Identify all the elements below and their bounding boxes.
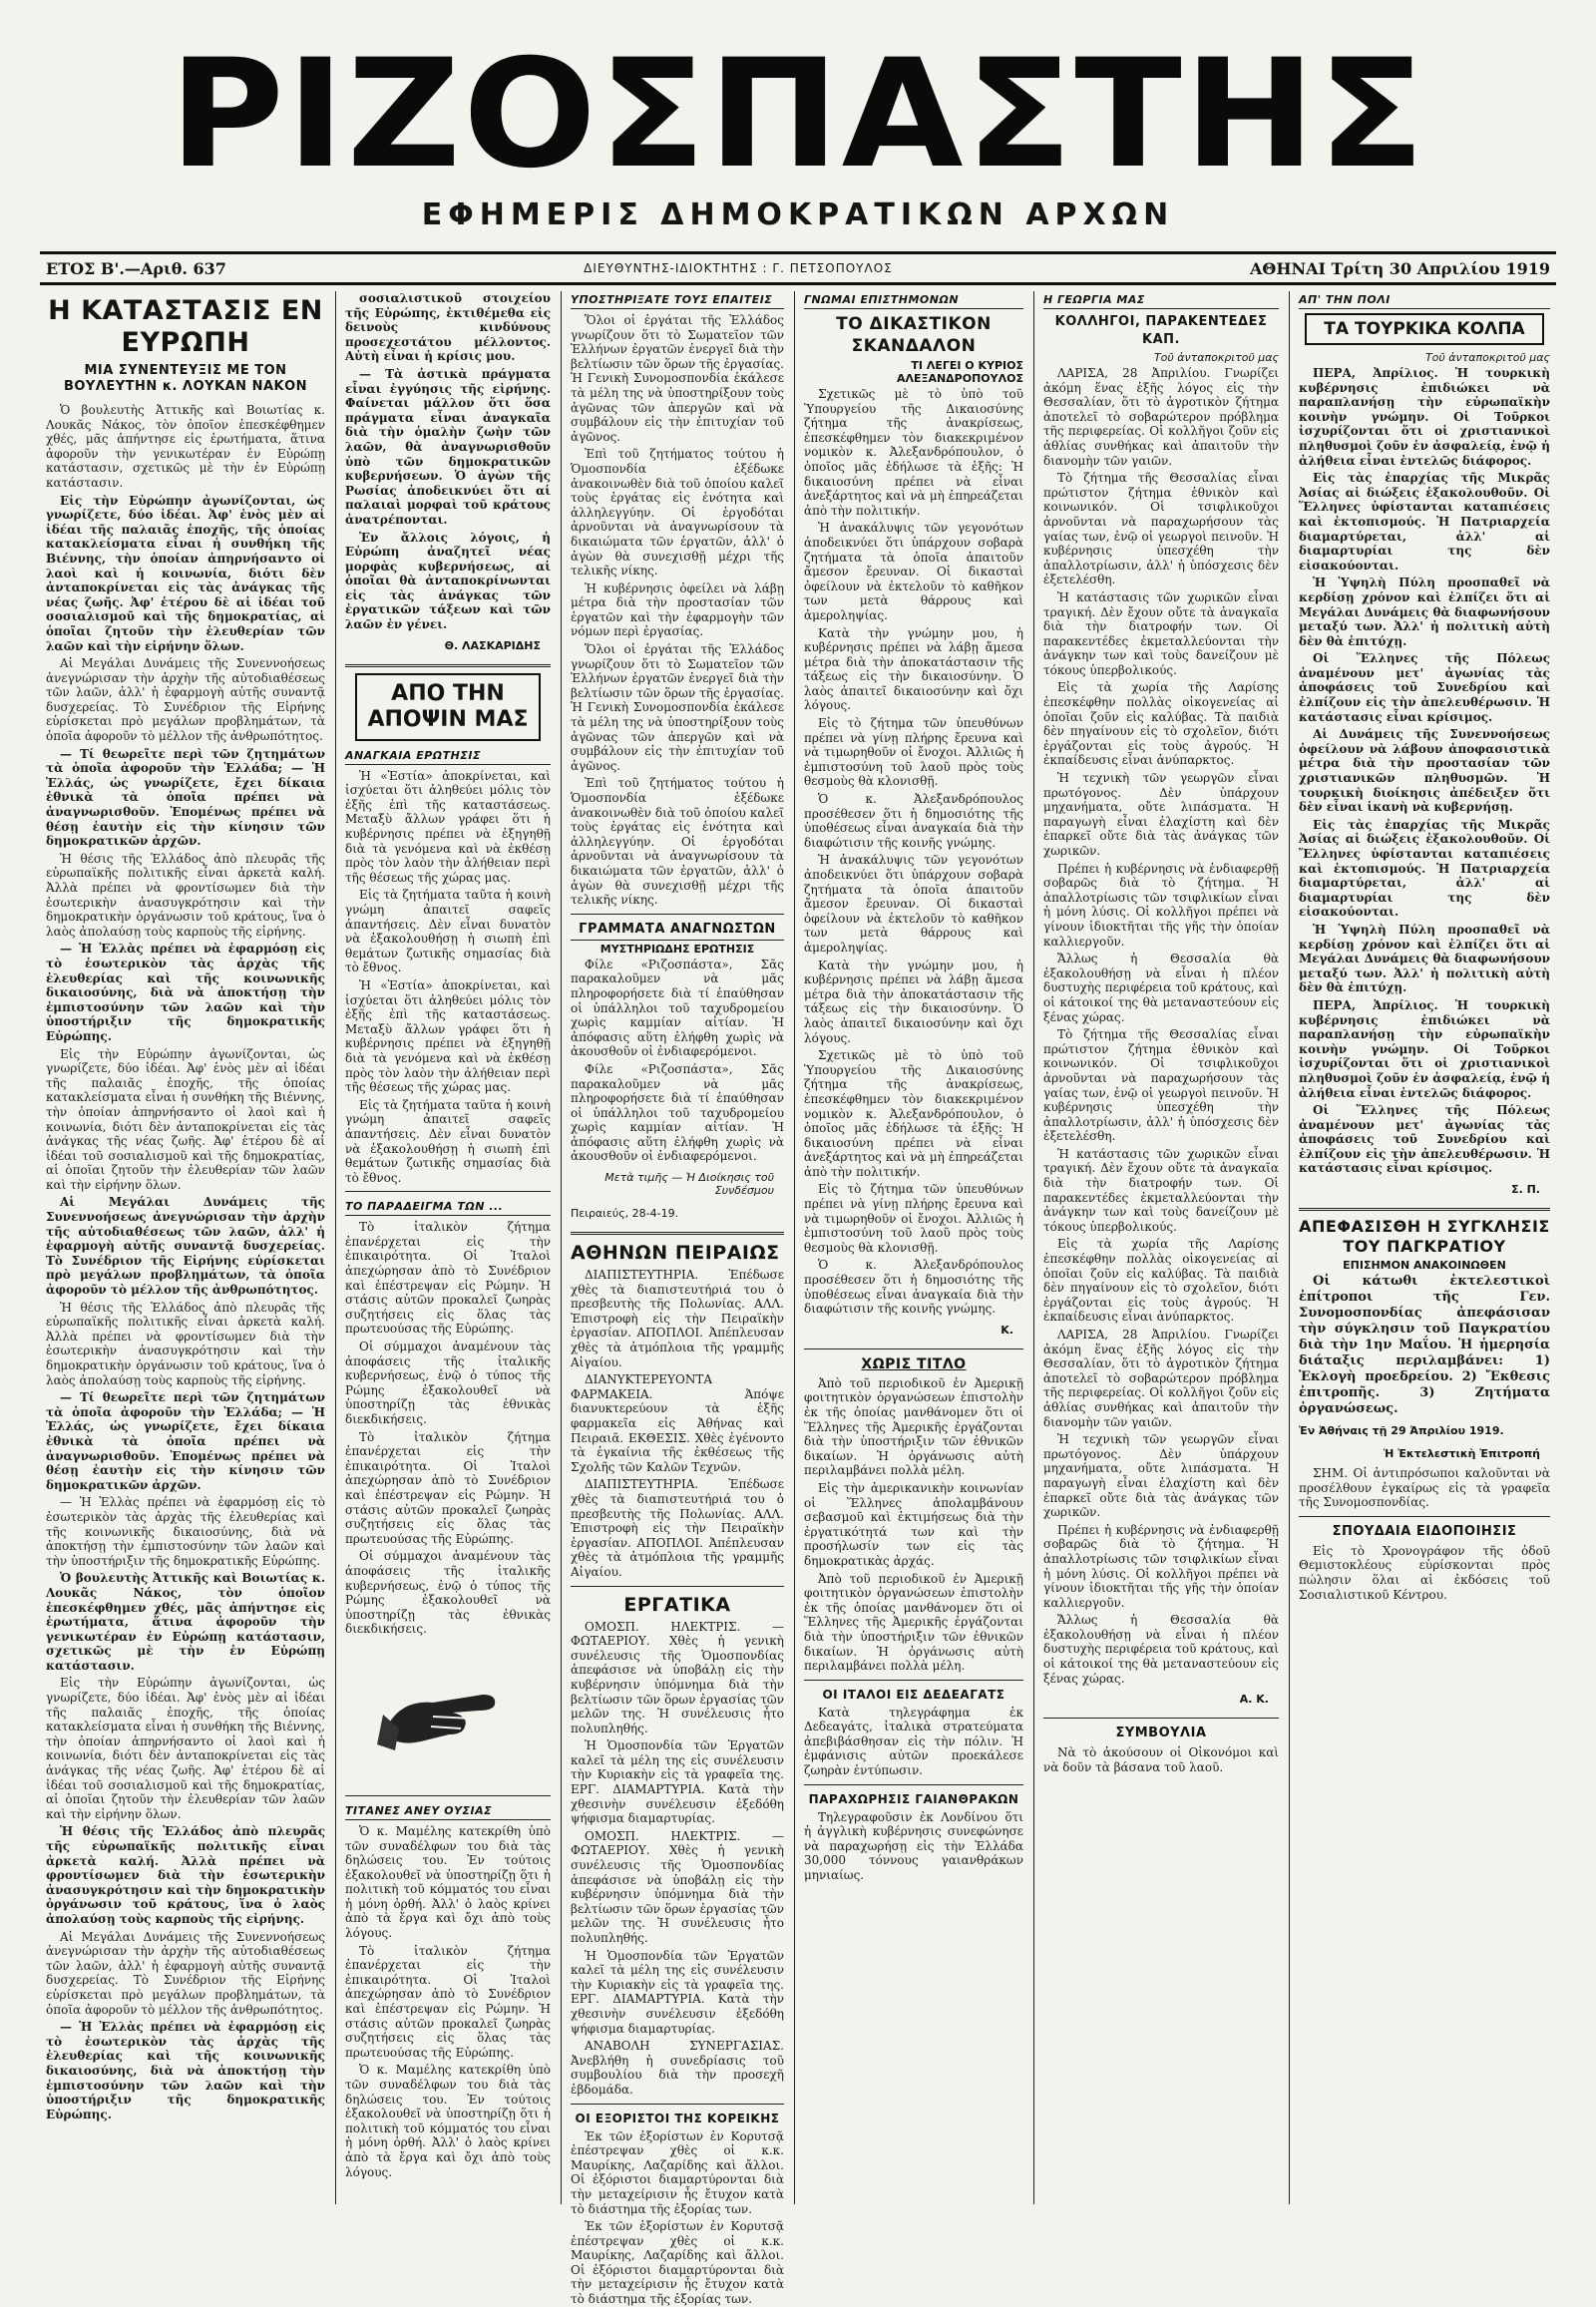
paragraph: Ἐπὶ τοῦ ζητήματος τούτου ἡ Ὁμοσπονδία ἐξέδωκε ἀνακοινωθὲν διὰ τοῦ ὁποίου καλεῖ τοὺς ἐργάτας εἰς ἑνότητα καὶ ἀλληλεγγύην. Οἱ ἐργοδόται ἀρνοῦνται νὰ ἀναγνωρίσουν τὰ δικαιώματα τῶν ἐργατῶν, ἀλλ' ὁ ἀγὼν θὰ συνεχισθῇ μέχρι τῆς τελικῆς νίκης. [571,776,784,908]
section-rule [345,664,551,667]
paragraph: Πρέπει ἡ κυβέρνησις νὰ ἐνδιαφερθῇ σοβαρῶς διὰ τὸ ζήτημα. Ἡ ἀπαλλοτρίωσις τῶν τσιφλικίων εἶναι ἡ μόνη λύσις. Οἱ κολλῆγοι πρέπει νὰ γίνουν ἰδιοκτῆται τῆς γῆς τὴν ὁποίαν καλλιεργοῦν. [1043,1522,1279,1610]
section-kicker: ΥΠΟΣΤΗΡΙΞΑΤΕ ΤΟΥΣ ΕΠΑΙΤΕΙΣ [571,291,784,309]
paragraph: Οἱ Ἕλληνες τῆς Πόλεως ἀναμένουν μετ' ἀγωνίας τὰς ἀποφάσεις τοῦ Συνεδρίου καὶ ἐλπίζουν εἰς τὴν ἀπελευθέρωσιν. Ἡ κατάστασις εἶναι κρίσιμος. [1299,651,1550,724]
opinion-body [345,769,551,1186]
untitled-section-title: ΧΩΡΙΣ ΤΙΤΛΟ [861,1355,967,1372]
paragraph: Τὸ ἰταλικὸν ζήτημα ἐπανέρχεται εἰς τὴν ἐπικαιρότητα. Οἱ Ἰταλοὶ ἀπεχώρησαν ἀπὸ τὸ Συνέδριον καὶ ἐπέστρεψαν εἰς Ρώμην. Ἡ στάσις αὐτῶν προκαλεῖ ζωηρὰς συζητήσεις εἰς ὅλας τὰς πρωτευούσας τῆς Εὐρώπης. [345,1943,551,2060]
pointing-hand-icon [373,1655,523,1774]
paragraph: Τὸ ζήτημα τῆς Θεσσαλίας εἶναι πρώτιστον ζήτημα ἐθνικὸν καὶ κοινωνικόν. Οἱ τσιφλικοῦχοι ἀρνοῦνται νὰ παραχωρήσουν τὰς γαίας των, ἐνῷ οἱ γεωργοὶ πεινοῦν. Ἡ κυβέρνησις ὑπεσχέθη τὴν ἀπαλλοτρίωσιν, ἀλλ' ἡ ὑπόσχεσις δὲν ἐξετελέσθη. [1043,471,1279,587]
italians-body [804,1706,1023,1778]
paragraph: Φίλε «Ριζοσπάστα», Σᾶς παρακαλοῦμεν νὰ μᾶς πληροφορήσετε διὰ τί ἐπαύθησαν οἱ ὑπάλληλοι τοῦ ταχυδρομείου χωρὶς καμμίαν αἰτίαν. Ἡ ἀπόφασις αὕτη ἐλήφθη χωρὶς νὰ ἀκουσθοῦν οἱ ἐνδιαφερόμενοι. [571,957,784,1059]
paragraph: Ἄλλως ἡ Θεσσαλία θὰ ἐξακολουθήσῃ νὰ εἶναι ἡ πλέον δυστυχὴς περιφέρεια τοῦ κράτους, καὶ οἱ κάτοικοί της θὰ μεταναστεύουν εἰς ξένας χώρας. [1043,952,1279,1024]
letter-signature: Μετὰ τιμῆς — Ἡ Διοίκησις τοῦ Συνδέσμου [604,1171,774,1198]
paragraph: Εἰς τὰ χωρία τῆς Λαρίσης ἐπεσκέφθην πολλὰς οἰκογενείας αἱ ὁποῖαι ζοῦν εἰς καλύβας. Τὰ παιδιὰ δὲν πηγαίνουν εἰς τὸ σχολεῖον, διότι ἐργάζονται εἰς τοὺς ἀγρούς. Ἡ ἐκπαίδευσις εἶναι ἀνύπαρκτος. [1043,1237,1279,1325]
paragraph: Κατὰ τὴν γνώμην μου, ἡ κυβέρνησις πρέπει νὰ λάβῃ ἄμεσα μέτρα διὰ τὴν ἀποκατάστασιν τῆς τάξεως εἰς τὴν δικαιοσύνην. Ὁ λαὸς ἀπαιτεῖ δικαιοσύνην καὶ ὄχι λόγους. [804,958,1023,1045]
agriculture-body [1043,366,1279,1686]
lead-subheadline: ΜΙΑ ΣΥΝΕΝΤΕΥΞΙΣ ΜΕ ΤΟΝ ΒΟΥΛΕΥΤΗΝ κ. ΛΟΥΚΑΝ ΝΑΚΟΝ [63,363,308,394]
column-divider [335,291,336,2204]
paragraph: Ὅλοι οἱ ἐργάται τῆς Ἑλλάδος γνωρίζουν ὅτι τὸ Σωματεῖον τῶν Ἑλλήνων ἐργατῶν ἐνεργεῖ διὰ τὴν βελτίωσιν τῶν ὅρων τῆς ἐργασίας. Ἡ Γενικὴ Συνομοσπονδία ἐκάλεσε τὰ μέλη της νὰ ὑποστηρίξουν τοὺς ἀγῶνας τῶν ἀπεργῶν καὶ νὰ συμβάλουν εἰς τὴν ἐπιτυχίαν τοῦ ἀγῶνος. [571,642,784,773]
paragraph: Ὁ κ. Ἀλεξανδρόπουλος προσέθεσεν ὅτι ἡ δημοσιότης τῆς ὑποθέσεως εἶναι ἀναγκαία διὰ τὴν διαφώτισιν τῆς κοινῆς γνώμης. [804,1258,1023,1317]
paragraph: Τὸ ἰταλικὸν ζήτημα ἐπανέρχεται εἰς τὴν ἐπικαιρότητα. Οἱ Ἰταλοὶ ἀπεχώρησαν ἀπὸ τὸ Συνέδριον καὶ ἐπέστρεψαν εἰς Ρώμην. Ἡ στάσις αὐτῶν προκαλεῖ ζωηρὰς συζητήσεις εἰς ὅλας τὰς πρωτευούσας τῆς Εὐρώπης. [345,1220,551,1337]
paragraph: ΟΜΟΣΠ. ΗΛΕΚΤΡΙΣ. — ΦΩΤΑΕΡΙΟΥ. Χθὲς ἡ γενικὴ συνέλευσις τῆς Ὁμοσπονδίας ἀπεφάσισε νὰ ὑποβάλῃ εἰς τὴν κυβέρνησιν ὑπόμνημα διὰ τὴν βελτίωσιν τῶν ὅρων ἐργασίας τῶν μελῶν της. Ἡ συνέλευσις ἦτο πολυπληθής. [571,1828,784,1945]
director-line: ΔΙΕΥΘΥΝΤΗΣ-ΙΔΙΟΚΤΗΤΗΣ : Γ. ΠΕΤΣΟΠΟΥΛΟΣ [584,261,893,275]
paragraph: σοσιαλιστικοῦ στοιχείου τῆς Εὐρώπης, ἐκτιθέμεθα εἰς δεινοὺς κινδύνους προσεχεστάτου μέλλοντος. Αὐτὴ εἶναι ἡ κρίσις μου. [345,291,551,364]
paragraph: ΛΑΡΙΣΑ, 28 Ἀπριλίου. Γνωρίζει ἀκόμη ἕνας ἑξῆς λόγος εἰς τὴν Θεσσαλίαν, ὅτι τὸ ἀγροτικὸν ζήτημα ἀποτελεῖ τὸ σοβαρώτερον πρόβλημα τῆς περιφερείας. Οἱ κολλῆγοι ζοῦν εἰς ἀθλίας συνθήκας καὶ ἀπαιτοῦν τὴν διανομὴν τῶν γαιῶν. [1043,1328,1279,1429]
paragraph: Ἡ Ὁμοσπονδία τῶν Ἐργατῶν καλεῖ τὰ μέλη της εἰς συνέλευσιν τὴν Κυριακὴν εἰς τὰ γραφεῖα της. ΕΡΓ. ΔΙΑΜΑΡΤΥΡΙΑ. Κατὰ τὴν χθεσινὴν συνέλευσιν ἐξεδόθη ψήφισμα διαμαρτυρίας. [571,1738,784,1826]
paragraph: Εἰς τὴν Εὐρώπην ἀγωνίζονται, ὡς γνωρίζετε, δύο ἰδέαι. Ἀφ' ἑνὸς μὲν αἱ ἰδέαι τῆς παλαιᾶς ἐποχῆς, τῆς ὁποίας κατακλείσματα εἶναι ἡ συνθήκη τῆς Βιέννης, τὴν ὁποίαν ἀπηρνήσαντο οἱ λαοὶ καὶ ἡ κοινωνία, διότι δὲν ἀνταποκρίνεται εἰς τὰς ἀνάγκας τῆς νέας ζωῆς. Ἀφ' ἑτέρου δὲ αἱ ἰδέαι τοῦ σοσιαλισμοῦ καὶ τῆς δημοκρατίας, αἱ ὁποῖαι ζητοῦν τὴν ἐλευθερίαν τῶν λαῶν καὶ τὴν εἰρήνην ὅλων. [46,493,325,653]
newspaper-subtitle: ΕΦΗΜΕΡΙΣ ΔΗΜΟΚΡΑΤΙΚΩΝ ΑΡΧΩΝ [421,197,1175,232]
congress-body [1299,1274,1550,1417]
section-rule [571,2104,784,2105]
section-kicker: ΤΙΤΑΝΕΣ ΑΝΕΥ ΟΥΣΙΑΣ [345,1802,551,1820]
column-4 [798,291,1029,2204]
paragraph: Αἱ Μεγάλαι Δυνάμεις τῆς Συνεννοήσεως ἀνεγνώρισαν τὴν ἀρχὴν τῆς αὐτοδιαθέσεως τῶν λαῶν, ἀλλ' ἡ ἐφαρμογὴ αὐτῆς συναντᾷ δυσχερείας. Τὸ Συνέδριον τῆς Εἰρήνης εὑρίσκεται πρὸ μεγάλων προβλημάτων, τὰ ὁποῖα ἀφοροῦν τὸ μέλλον τῆς ἀνθρωπότητος. [46,656,325,744]
paragraph: Τὸ ἰταλικὸν ζήτημα ἐπανέρχεται εἰς τὴν ἐπικαιρότητα. Οἱ Ἰταλοὶ ἀπεχώρησαν ἀπὸ τὸ Συνέδριον καὶ ἐπέστρεψαν εἰς Ρώμην. Ἡ στάσις αὐτῶν προκαλεῖ ζωηρὰς συζητήσεις εἰς ὅλας τὰς πρωτευούσας τῆς Εὐρώπης. [345,1429,551,1546]
paragraph: Ὁ κ. Μαμέλης κατεκρίθη ὑπὸ τῶν συναδέλφων του διὰ τὰς δηλώσεις του. Ἐν τούτοις ἐξακολουθεῖ νὰ ὑποστηρίζῃ ὅτι ἡ πολιτικὴ τοῦ κόμματός του εἶναι ἡ μόνη ὀρθή. Ἀλλ' ὁ λαὸς κρίνει ἀπὸ τὰ ἔργα καὶ ὄχι ἀπὸ τοὺς λόγους. [345,2063,551,2179]
column-divider [561,291,562,2204]
agriculture-byline: Τοῦ ἀνταποκριτοῦ μας [1153,351,1279,364]
agriculture-title: ΚΟΛΛΗΓΟΙ, ΠΑΡΑΚΕΝΤΕΔΕΣ ΚΑΠ. [1054,314,1268,347]
newspaper-title: ΡΙΖΟΣΠΑΣΤΗΣ [169,28,1427,201]
paragraph: Ἡ «Ἑστία» ἀποκρίνεται, καὶ ἰσχύεται ὅτι ἀληθεύει μόλις τὸν ἐξῆς ἐπὶ τῆς καταστάσεως. Μεταξὺ ἄλλων γράφει ὅτι ἡ κυβέρνησις πρέπει νὰ ἐξηγηθῇ διὰ τὰ γενόμενα καὶ νὰ ἐκθέσῃ πρὸς τὸν λαὸν τὴν ἀλήθειαν περὶ τῆς θέσεως τῆς χώρας μας. [345,977,551,1095]
paragraph: ΠΕΡΑ, Ἀπρίλιος. Ἡ τουρκικὴ κυβέρνησις ἐπιδιώκει νὰ παραπλανήσῃ τὴν εὐρωπαϊκὴν κοινὴν γνώμην. Οἱ Τοῦρκοι ἰσχυρίζονται ὅτι οἱ χριστιανικοὶ πληθυσμοὶ ζοῦν ἐν ἀσφαλείᾳ, ἐνῷ ἡ ἀλήθεια εἶναι ἐντελῶς διάφορος. [1299,997,1550,1100]
paragraph: Ὁ κ. Μαμέλης κατεκρίθη ὑπὸ τῶν συναδέλφων του διὰ τὰς δηλώσεις του. Ἐν τούτοις ἐξακολουθεῖ νὰ ὑποστηρίζῃ ὅτι ἡ πολιτικὴ τοῦ κόμματός του εἶναι ἡ μόνη ὀρθή. Ἀλλ' ὁ λαὸς κρίνει ἀπὸ τὰ ἔργα καὶ ὄχι ἀπὸ τοὺς λόγους. [345,1823,551,1941]
paragraph: Αἱ Δυνάμεις τῆς Συνεννοήσεως ὀφείλουν νὰ λάβουν ἀποφασιστικὰ μέτρα διὰ τὴν προστασίαν τῶν χριστιανικῶν πληθυσμῶν. Ἡ τουρκικὴ διοίκησις ἀπέδειξεν ὅτι δὲν εἶναι ἱκανὴ νὰ κυβερνήσῃ. [1299,727,1550,815]
paragraph: Εἰς τὴν ἀμερικανικὴν κοινωνίαν οἱ Ἕλληνες ἀπολαμβάνουν σεβασμοῦ καὶ ἐκτιμήσεως διὰ τὴν ἐργατικότητά των καὶ τὴν προσήλωσίν των εἰς τὰς δημοκρατικὰς ἀρχάς. [804,1480,1023,1568]
paragraph: ΠΕΡΑ, Ἀπρίλιος. Ἡ τουρκικὴ κυβέρνησις ἐπιδιώκει νὰ παραπλανήσῃ τὴν εὐρωπαϊκὴν κοινὴν γνώμην. Οἱ Τοῦρκοι ἰσχυρίζονται ὅτι οἱ χριστιανικοὶ πληθυσμοὶ ζοῦν ἐν ἀσφαλείᾳ, ἐνῷ ἡ ἀλήθεια εἶναι ἐντελῶς διάφορος. [1299,366,1550,468]
paragraph: Εἰς τὸ ζήτημα τῶν ὑπευθύνων πρέπει νὰ γίνῃ πλήρης ἔρευνα καὶ νὰ τιμωρηθοῦν οἱ ἔνοχοι. Ἀλλιῶς ἡ ἐμπιστοσύνη τοῦ λαοῦ πρὸς τοὺς θεσμοὺς θὰ κλονισθῇ. [804,1182,1023,1255]
column-6 [1293,291,1556,2204]
paragraph: ΔΙΑΠΙΣΤΕΥΤΗΡΙΑ. Ἐπέδωσε χθὲς τὰ διαπιστευτήριά του ὁ πρεσβευτὴς τῆς Πολωνίας. ΑΛΛ. Ἐπιστροφὴ εἰς τὴν Πειραϊκὴν ἐργασίαν. ΑΠΟΠΛΟΙ. Ἀπέπλευσαν χθὲς τὰ ἀτμόπλοια τῆς γραμμῆς Αἰγαίου. [571,1477,784,1579]
paragraph: Σχετικῶς μὲ τὸ ὑπὸ τοῦ Ὑπουργείου τῆς Δικαιοσύνης ζήτημα τῆς ἀνακρίσεως, ἐπεσκέφθημεν τὸν διακεκριμένον νομικὸν κ. Ἀλεξανδρόπουλον, ὁ ὁποῖος μᾶς ἐδήλωσε τὰ ἑξῆς: Ἡ δικαιοσύνη πρέπει νὰ εἶναι ἀνεξάρτητος καὶ νὰ μὴ ἐπηρεάζεται ἀπὸ τὴν πολιτικήν. [804,1048,1023,1179]
advice-body [1043,1745,1279,1774]
hand-illustration [345,1640,551,1789]
paragraph: — Τί θεωρεῖτε περὶ τῶν ζητημάτων τὰ ὁποῖα ἀφοροῦν τὴν Ἑλλάδα; — Ἡ Ἑλλάς, ὡς γνωρίζετε, ἔχει δίκαια ἐθνικὰ τὰ ὁποῖα πρέπει νὰ ἀναγνωρισθοῦν. Ἐπομένως πρέπει νὰ θέσῃ ἑαυτὴν εἰς τὴν κίνησιν τῶν δημοκρατικῶν ἀρχῶν. [46,1390,325,1492]
paragraph: Εἰς τὰ ζητήματα ταῦτα ἡ κοινὴ γνώμη ἀπαιτεῖ σαφεῖς ἀπαντήσεις. Δὲν εἶναι δυνατὸν νὰ ἐξακολουθήσῃ ἡ σιωπὴ ἐπὶ θεμάτων ζωτικῆς σημασίας διὰ τὸ ἔθνος. [345,888,551,975]
column-divider [1289,291,1290,2204]
paragraph: ΛΑΡΙΣΑ, 28 Ἀπριλίου. Γνωρίζει ἀκόμη ἕνας ἑξῆς λόγος εἰς τὴν Θεσσαλίαν, ὅτι τὸ ἀγροτικὸν ζήτημα ἀποτελεῖ τὸ σοβαρώτερον πρόβλημα τῆς περιφερείας. Οἱ κολλῆγοι ζοῦν εἰς ἀθλίας συνθήκας καὶ ἀπαιτοῦν τὴν διανομὴν τῶν γαιῶν. [1043,366,1279,468]
column-1 [40,291,331,2204]
paragraph: Εἰς τὴν Εὐρώπην ἀγωνίζονται, ὡς γνωρίζετε, δύο ἰδέαι. Ἀφ' ἑνὸς μὲν αἱ ἰδέαι τῆς παλαιᾶς ἐποχῆς, τῆς ὁποίας κατακλείσματα εἶναι ἡ συνθήκη τῆς Βιέννης, τὴν ὁποίαν ἀπηρνήσαντο οἱ λαοὶ καὶ ἡ κοινωνία, διότι δὲν ἀνταποκρίνεται εἰς τὰς ἀνάγκας τῆς νέας ζωῆς. Ἀφ' ἑτέρου δὲ αἱ ἰδέαι τοῦ σοσιαλισμοῦ καὶ τῆς δημοκρατίας, αἱ ὁποῖαι ζητοῦν τὴν ἐλευθερίαν τῶν λαῶν καὶ τὴν εἰρήνην ὅλων. [46,1046,325,1192]
article-signature: Κ. [1000,1323,1013,1337]
italy-example-body [345,1220,551,1637]
exiles-body [571,2129,784,2307]
paragraph: Εἰς τὴν Εὐρώπην ἀγωνίζονται, ὡς γνωρίζετε, δύο ἰδέαι. Ἀφ' ἑνὸς μὲν αἱ ἰδέαι τῆς παλαιᾶς ἐποχῆς, τῆς ὁποίας κατακλείσματα εἶναι ἡ συνθήκη τῆς Βιέννης, τὴν ὁποίαν ἀπηρνήσαντο οἱ λαοὶ καὶ ἡ κοινωνία, διότι δὲν ἀνταποκρίνεται εἰς τὰς ἀνάγκας τῆς νέας ζωῆς. Ἀφ' ἑτέρου δὲ αἱ ἰδέαι τοῦ σοσιαλισμοῦ καὶ τῆς δημοκρατίας, αἱ ὁποῖαι ζητοῦν τὴν ἐλευθερίαν τῶν λαῶν καὶ τὴν εἰρήνην ὅλων. [46,1676,325,1821]
italians-title: ΟΙ ΙΤΑΛΟΙ ΕΙΣ ΔΕΔΕΑΓΑΤΣ [822,1687,1005,1702]
letters-body [571,958,784,1164]
paragraph: Ἡ κατάστασις τῶν χωρικῶν εἶναι τραγική. Δὲν ἔχουν οὔτε τὰ ἀναγκαῖα διὰ τὴν διατροφήν των. Οἱ παρακεντέδες ἐκμεταλλεύονται τὴν ἀνάγκην των καὶ τοὺς δανείζουν μὲ τόκους ὑπερβολικούς. [1043,1146,1279,1234]
paragraph: Ἡ τεχνικὴ τῶν γεωργῶν εἶναι πρωτόγονος. Δὲν ὑπάρχουν μηχανήματα, οὔτε λιπάσματα. Ἡ παραγωγὴ εἶναι ἐλαχίστη καὶ δὲν ἐπαρκεῖ οὔτε διὰ τὰς ἀνάγκας τῶν χωρικῶν. [1043,771,1279,858]
paragraph: Οἱ σύμμαχοι ἀναμένουν τὰς ἀποφάσεις τῆς ἰταλικῆς κυβερνήσεως, ἐνῷ ὁ τύπος τῆς Ρώμης ἐξακολουθεῖ νὰ ὑποστηρίζῃ τὰς ἐθνικὰς διεκδικήσεις. [345,1549,551,1637]
section-kicker: ΤΟ ΠΑΡΑΔΕΙΓΜΑ ΤΩΝ ... [345,1198,551,1216]
letters-title: ΓΡΑΜΜΑΤΑ ΑΝΑΓΝΩΣΤΩΝ [571,921,784,941]
paragraph: Ἡ κυβέρνησις ὀφείλει νὰ λάβῃ μέτρα διὰ τὴν προστασίαν τῶν ἐργατῶν καὶ τὴν ἐφαρμογὴν τῶν νόμων περὶ ἐργασίας. [571,580,784,639]
section-rule [1299,1208,1550,1211]
advice-title: ΣΥΜΒΟΥΛΙΑ [1115,1726,1207,1741]
columns-area [40,291,1556,2307]
paragraph: Ὁ βουλευτὴς Ἀττικῆς καὶ Βοιωτίας κ. Λουκᾶς Νάκος, τὸν ὁποῖον ἐπεσκέφθημεν χθές, μᾶς ἀπήντησε εἰς ἐρωτήματα, ἅτινα ἀφοροῦν τὴν γενικωτέραν ἐν Εὐρώπῃ κατάστασιν, σχετικῶς μὲ τὴν ἐν Εὐρώπῃ κατάστασιν. [46,403,325,490]
paragraph: Φίλε «Ριζοσπάστα», Σᾶς παρακαλοῦμεν νὰ μᾶς πληροφορήσετε διὰ τί ἐπαύθησαν οἱ ὑπάλληλοι τοῦ ταχυδρομείου χωρὶς καμμίαν αἰτίαν. Ἡ ἀπόφασις αὕτη ἐλήφθη χωρὶς νὰ ἀκουσθοῦν οἱ ἐνδιαφερόμενοι. [571,1061,784,1164]
paragraph: Ἀπὸ τοῦ περιοδικοῦ ἐν Ἀμερικῇ φοιτητικὸν ὀργανώσεων ἐπιστολὴν ἐκ τῆς ὁποίας μανθάνομεν ὅτι οἱ Ἕλληνες τῆς Ἀμερικῆς ἐργάζονται διὰ τὴν ὑποστήριξιν τῶν ἐθνικῶν δικαίων. Ἡ ὀργάνωσις αὐτὴ περιλαμβάνει πολλὰ μέλη. [804,1375,1023,1478]
lead-headline: Η ΚΑΤΑΣΤΑΣΙΣ ΕΝ ΕΥΡΩΠΗ [48,295,323,358]
paragraph: Ἀπὸ τοῦ περιοδικοῦ ἐν Ἀμερικῇ φοιτητικὸν ὀργανώσεων ἐπιστολὴν ἐκ τῆς ὁποίας μανθάνομεν ὅτι οἱ Ἕλληνες τῆς Ἀμερικῆς ἐργάζονται διὰ τὴν ὑποστήριξιν τῶν ἐθνικῶν δικαίων. Ἡ ὀργάνωσις αὐτὴ περιλαμβάνει πολλὰ μέλη. [804,1571,1023,1674]
lead-article-continued [345,291,551,632]
paragraph: — Ἡ Ἑλλὰς πρέπει νὰ ἐφαρμόσῃ εἰς τὸ ἐσωτερικὸν τὰς ἀρχὰς τῆς ἐλευθερίας καὶ τῆς κοινωνικῆς δικαιοσύνης, διὰ νὰ ἀποκτήσῃ τὴν ἐμπιστοσύνην τῶν λαῶν καὶ τὴν ὑποστήριξιν τῆς δημοκρατικῆς Εὐρώπης. [46,942,325,1043]
paragraph: Ὁ βουλευτὴς Ἀττικῆς καὶ Βοιωτίας κ. Λουκᾶς Νάκος, τὸν ὁποῖον ἐπεσκέφθημεν χθές, μᾶς ἀπήντησε εἰς ἐρωτήματα, ἅτινα ἀφοροῦν τὴν γενικωτέραν ἐν Εὐρώπῃ κατάστασιν, σχετικῶς μὲ τὴν ἐν Εὐρώπῃ κατάστασιν. [46,1571,325,1673]
lead-article-body [46,403,325,2121]
issue-date: ΑΘΗΝΑΙ Τρίτη 30 Απριλίου 1919 [1249,258,1550,278]
coal-title: ΠΑΡΑΧΩΡΗΣΙΣ ΓΑΙΑΝΘΡΑΚΩΝ [808,1791,1019,1806]
notice-body [1299,1544,1550,1602]
paragraph: Οἱ κάτωθι ἐκτελεστικοὶ ἐπίτροποι τῆς Γεν. Συνομοσπονδίας ἀπεφάσισαν τὴν σύγκλησιν τοῦ Παγκρατίου διὰ τὴν 1ην Μαΐου. Ἡ ἡμερησία διάταξις περιλαμβάνει: 1) Ἐκλογὴ προεδρείου. 2) Ἔκθεσις ἐπιτροπῆς. 3) Ζητήματα ὀργανώσεως. [1299,1274,1550,1417]
letters-subtitle: ΜΥΣΤΗΡΙΩΔΗΣ ΕΡΩΤΗΣΙΣ [599,942,755,956]
paragraph: Ἐκ τῶν ἐξορίστων ἐν Κορυτσᾷ ἐπέστρεψαν χθὲς οἱ κ.κ. Μαυρίκης, Λαζαρίδης καὶ ἄλλοι. Οἱ ἐξόριστοι διαμαρτύρονται διὰ τὴν μεταχείρισιν ἧς ἔτυχον κατὰ τὸ διάστημα τῆς ἐξορίας των. [571,2219,784,2307]
paragraph: Τὸ ζήτημα τῆς Θεσσαλίας εἶναι πρώτιστον ζήτημα ἐθνικὸν καὶ κοινωνικόν. Οἱ τσιφλικοῦχοι ἀρνοῦνται νὰ παραχωρήσουν τὰς γαίας των, ἐνῷ οἱ γεωργοὶ πεινοῦν. Ἡ κυβέρνησις ὑπεσχέθη τὴν ἀπαλλοτρίωσιν, ἀλλ' ἡ ὑπόσχεσις δὲν ἐξετελέσθη. [1043,1027,1279,1144]
paragraph: — Ἡ Ἑλλὰς πρέπει νὰ ἐφαρμόσῃ εἰς τὸ ἐσωτερικὸν τὰς ἀρχὰς τῆς ἐλευθερίας καὶ τῆς κοινωνικῆς δικαιοσύνης, διὰ νὰ ἀποκτήσῃ τὴν ἐμπιστοσύνην τῶν λαῶν καὶ τὴν ὑποστήριξιν τῆς δημοκρατικῆς Εὐρώπης. [46,1495,325,1568]
paragraph: Ἡ «Ἑστία» ἀποκρίνεται, καὶ ἰσχύεται ὅτι ἀληθεύει μόλις τὸν ἐξῆς ἐπὶ τῆς καταστάσεως. Μεταξὺ ἄλλων γράφει ὅτι ἡ κυβέρνησις πρέπει νὰ ἐξηγηθῇ διὰ τὰ γενόμενα καὶ νὰ ἐκθέσῃ πρὸς τὸν λαὸν τὴν ἀλήθειαν περὶ τῆς θέσεως τῆς χώρας μας. [345,768,551,885]
paragraph: ΣΗΜ. Οἱ ἀντιπρόσωποι καλοῦνται νὰ προσέλθουν ἐγκαίρως εἰς τὰ γραφεῖα τῆς Συνομοσπονδίας. [1299,1466,1550,1510]
section-rule [804,1348,1023,1349]
paragraph: ΑΝΑΒΟΛΗ ΣΥΝΕΡΓΑΣΙΑΣ. Ἀνεβλήθη ἡ συνεδρίασις τοῦ συμβουλίου διὰ τὴν προσεχῆ ἑβδομάδα. [571,2039,784,2097]
paragraph: Ἡ τεχνικὴ τῶν γεωργῶν εἶναι πρωτόγονος. Δὲν ὑπάρχουν μηχανήματα, οὔτε λιπάσματα. Ἡ παραγωγὴ εἶναι ἐλαχίστη καὶ δὲν ἐπαρκεῖ οὔτε διὰ τὰς ἀνάγκας τῶν χωρικῶν. [1043,1432,1279,1520]
paragraph: Ἡ θέσις τῆς Ἑλλάδος ἀπὸ πλευρᾶς τῆς εὐρωπαϊκῆς πολιτικῆς εἶναι ἀρκετὰ καλή. Ἀλλὰ πρέπει νὰ φροντίσωμεν διὰ τὴν ἐσωτερικὴν ἀνασυγκρότησιν καὶ τὴν δημοκρατικὴν ὀργάνωσιν τοῦ κράτους, ἵνα ὁ λαὸς ἀπολαύσῃ τοὺς καρποὺς τῆς εἰρήνης. [46,1824,325,1926]
section-rule [804,1784,1023,1785]
turkish-tricks-byline: Τοῦ ἀνταποκριτοῦ μας [1424,351,1550,364]
paragraph: ΔΙΑΠΙΣΤΕΥΤΗΡΙΑ. Ἐπέδωσε χθὲς τὰ διαπιστευτήριά του ὁ πρεσβευτὴς τῆς Πολωνίας. ΑΛΛ. Ἐπιστροφὴ εἰς τὴν Πειραϊκὴν ἐργασίαν. ΑΠΟΠΛΟΙ. Ἀπέπλευσαν χθὲς τὰ ἀτμόπλοια τῆς γραμμῆς Αἰγαίου. [571,1268,784,1369]
paragraph: Ἡ Ὑψηλὴ Πύλη προσπαθεῖ νὰ κερδίσῃ χρόνον καὶ ἐλπίζει ὅτι αἱ Μεγάλαι Δυνάμεις θὰ διαφωνήσουν μεταξύ των. Ἀλλ' ἡ πολιτικὴ αὐτὴ δὲν θὰ ἐπιτύχῃ. [1299,576,1550,648]
labor-news-title: ΕΡΓΑΤΙΚΑ [623,1593,731,1616]
section-rule [345,1795,551,1796]
column-5 [1037,291,1285,2204]
paragraph: Ἐκ τῶν ἐξορίστων ἐν Κορυτσᾷ ἐπέστρεψαν χθὲς οἱ κ.κ. Μαυρίκης, Λαζαρίδης καὶ ἄλλοι. Οἱ ἐξόριστοι διαμαρτύρονται διὰ τὴν μεταχείρισιν ἧς ἔτυχον κατὰ τὸ διάστημα τῆς ἐξορίας των. [571,2128,784,2216]
congress-note [1299,1466,1550,1510]
paragraph: Κατὰ τὴν γνώμην μου, ἡ κυβέρνησις πρέπει νὰ λάβῃ ἄμεσα μέτρα διὰ τὴν ἀποκατάστασιν τῆς τάξεως εἰς τὴν δικαιοσύνην. Ὁ λαὸς ἀπαιτεῖ δικαιοσύνην καὶ ὄχι λόγους. [804,625,1023,713]
column-2 [339,291,557,2204]
paragraph: Εἰς τὸ Χρονογράφον τῆς ὁδοῦ Θεμιστοκλέους εὑρίσκονται πρὸς πώλησιν ὅλαι αἱ ἐκδόσεις τοῦ Σοσιαλιστικοῦ Κέντρου. [1299,1543,1550,1602]
paragraph: Εἰς τὰς ἐπαρχίας τῆς Μικρᾶς Ἀσίας αἱ διώξεις ἐξακολουθοῦν. Οἱ Ἕλληνες ὑφίστανται καταπιέσεις καὶ ἐκτοπισμούς. Ἡ Πατριαρχεία διαμαρτύρεται, ἀλλ' αἱ διαμαρτυρίαι της δὲν εἰσακούονται. [1299,817,1550,920]
section-kicker: ΑΠ' ΤΗΝ ΠΟΛΙ [1299,291,1550,309]
column-divider [794,291,795,2204]
paragraph: Εἰς τὰ χωρία τῆς Λαρίσης ἐπεσκέφθην πολλὰς οἰκογενείας αἱ ὁποῖαι ζοῦν εἰς καλύβας. Τὰ παιδιὰ δὲν πηγαίνουν εἰς τὸ σχολεῖον, διότι ἐργάζονται εἰς τοὺς ἀγρούς. Ἡ ἐκπαίδευσις εἶναι ἀνύπαρκτος. [1043,680,1279,768]
newspaper-page [40,28,1556,2307]
paragraph: Τηλεγραφοῦσιν ἐκ Λονδίνου ὅτι ἡ ἀγγλικὴ κυβέρνησις συνεφώνησε νὰ παραχωρήσῃ εἰς τὴν Ἑλλάδα 30,000 τόννους γαιανθράκων μηνιαίως. [804,1809,1023,1883]
congress-title: ΑΠΕΦΑΣΙΣΘΗ Η ΣΥΓΚΛΗΣΙΣ ΤΟΥ ΠΑΓΚΡΑΤΙΟΥ [1299,1217,1550,1257]
paragraph: Ἡ Ὑψηλὴ Πύλη προσπαθεῖ νὰ κερδίσῃ χρόνον καὶ ἐλπίζει ὅτι αἱ Μεγάλαι Δυνάμεις θὰ διαφωνήσουν μεταξύ των. Ἀλλ' ἡ πολιτικὴ αὐτὴ δὲν θὰ ἐπιτύχῃ. [1299,922,1550,995]
section-kicker: ΑΝΑΓΚΑΙΑ ΕΡΩΤΗΣΙΣ [345,747,551,765]
issue-number: ΕΤΟΣ Β'.—Αριθ. 637 [46,258,226,278]
section-rule [571,1586,784,1587]
masthead [40,28,1556,278]
paragraph: Οἱ σύμμαχοι ἀναμένουν τὰς ἀποφάσεις τῆς ἰταλικῆς κυβερνήσεως, ἐνῷ ὁ τύπος τῆς Ρώμης ἐξακολουθεῖ νὰ ὑποστηρίζῃ τὰς ἐθνικὰς διεκδικήσεις. [345,1340,551,1426]
letter-date: Πειραιεύς, 28-4-19. [571,1207,679,1221]
paragraph: ΔΙΑΝΥΚΤΕΡΕΥΟΝΤΑ ΦΑΡΜΑΚΕΙΑ. Ἀπόψε διανυκτερεύουν τὰ ἑξῆς φαρμακεῖα εἰς Ἀθήνας καὶ Πειραιᾶ. ΕΚΘΕΣΙΣ. Χθὲς ἐγένοντο τὰ ἐγκαίνια τῆς ἐκθέσεως τῆς Σχολῆς τῶν Καλῶν Τεχνῶν. [571,1372,784,1474]
paragraph: Σχετικῶς μὲ τὸ ὑπὸ τοῦ Ὑπουργείου τῆς Δικαιοσύνης ζήτημα τῆς ἀνακρίσεως, ἐπεσκέφθημεν τὸν διακεκριμένον νομικὸν κ. Ἀλεξανδρόπουλον, ὁ ὁποῖος μᾶς ἐδήλωσε τὰ ἑξῆς: Ἡ δικαιοσύνη πρέπει νὰ εἶναι ἀνεξάρτητος καὶ νὰ μὴ ἐπηρεάζεται ἀπὸ τὴν πολιτικήν. [804,387,1023,518]
section-rule [571,914,784,915]
exiles-title: ΟΙ ΕΞΟΡΙΣΤΟΙ ΤΗΣ ΚΟΡΕΙΚΗΣ [575,2111,780,2125]
paragraph: Ἐπὶ τοῦ ζητήματος τούτου ἡ Ὁμοσπονδία ἐξέδωκε ἀνακοινωθὲν διὰ τοῦ ὁποίου καλεῖ τοὺς ἐργάτας εἰς ἑνότητα καὶ ἀλληλεγγύην. Οἱ ἐργοδόται ἀρνοῦνται νὰ ἀναγνωρίσουν τὰ δικαιώματα τῶν ἐργατῶν, ἀλλ' ὁ ἀγὼν θὰ συνεχισθῇ μέχρι τῆς τελικῆς νίκης. [571,447,784,578]
athens-piraeus-body [571,1268,784,1579]
section-rule [345,1191,551,1192]
paragraph: Εἰς τὰς ἐπαρχίας τῆς Μικρᾶς Ἀσίας αἱ διώξεις ἐξακολουθοῦν. Οἱ Ἕλληνες ὑφίστανται καταπιέσεις καὶ ἐκτοπισμούς. Ἡ Πατριαρχεία διαμαρτύρεται, ἀλλ' αἱ διαμαρτυρίαι της δὲν εἰσακούονται. [1299,471,1550,573]
paragraph: — Ἡ Ἑλλὰς πρέπει νὰ ἐφαρμόσῃ εἰς τὸ ἐσωτερικὸν τὰς ἀρχὰς τῆς ἐλευθερίας καὶ τῆς κοινωνικῆς δικαιοσύνης, διὰ νὰ ἀποκτήσῃ τὴν ἐμπιστοσύνην τῶν λαῶν καὶ τὴν ὑποστήριξιν τῆς δημοκρατικῆς Εὐρώπης. [46,2020,325,2121]
paragraph: — Τί θεωρεῖτε περὶ τῶν ζητημάτων τὰ ὁποῖα ἀφοροῦν τὴν Ἑλλάδα; — Ἡ Ἑλλάς, ὡς γνωρίζετε, ἔχει δίκαια ἐθνικὰ τὰ ὁποῖα πρέπει νὰ ἀναγνωρισθοῦν. Ἐπομένως πρέπει νὰ θέσῃ ἑαυτὴν εἰς τὴν κίνησιν τῶν δημοκρατικῶν ἀρχῶν. [46,746,325,849]
paragraph: Πρέπει ἡ κυβέρνησις νὰ ἐνδιαφερθῇ σοβαρῶς διὰ τὸ ζήτημα. Ἡ ἀπαλλοτρίωσις τῶν τσιφλικίων εἶναι ἡ μόνη λύσις. Οἱ κολλῆγοι πρέπει νὰ γίνουν ἰδιοκτῆται τῆς γῆς τὴν ὁποίαν καλλιεργοῦν. [1043,861,1279,949]
untitled-section-body [804,1376,1023,1674]
section-rule [1043,1718,1279,1719]
judicial-scandal-title: ΤΟ ΔΙΚΑΣΤΙΚΟΝ ΣΚΑΝΔΑΛΟΝ [836,314,992,356]
coal-body [804,1810,1023,1883]
paragraph: Ἡ θέσις τῆς Ἑλλάδος ἀπὸ πλευρᾶς τῆς εὐρωπαϊκῆς πολιτικῆς εἶναι ἀρκετὰ καλή. Ἀλλὰ πρέπει νὰ φροντίσωμεν διὰ τὴν ἐσωτερικὴν ἀνασυγκρότησιν καὶ τὴν δημοκρατικὴν ὀργάνωσιν τοῦ κράτους, ἵνα ὁ λαὸς ἀπολαύσῃ τοὺς καρποὺς τῆς εἰρήνης. [46,1300,325,1387]
paragraph: Ὅλοι οἱ ἐργάται τῆς Ἑλλάδος γνωρίζουν ὅτι τὸ Σωματεῖον τῶν Ἑλλήνων ἐργατῶν ἐνεργεῖ διὰ τὴν βελτίωσιν τῶν ὅρων τῆς ἐργασίας. Ἡ Γενικὴ Συνομοσπονδία ἐκάλεσε τὰ μέλη της νὰ ὑποστηρίξουν τοὺς ἀγῶνας τῶν ἀπεργῶν καὶ νὰ συμβάλουν εἰς τὴν ἐπιτυχίαν τοῦ ἀγῶνος. [571,313,784,444]
section-rule [571,1232,784,1235]
section-kicker: ΓΝΩΜΑΙ ΕΠΙΣΤΗΜΟΝΩΝ [804,291,1023,309]
workers-article-body [571,313,784,908]
section-kicker: Η ΓΕΩΡΓΙΑ ΜΑΣ [1043,291,1279,309]
paragraph: Οἱ Ἕλληνες τῆς Πόλεως ἀναμένουν μετ' ἀγωνίας τὰς ἀποφάσεις τοῦ Συνεδρίου καὶ ἐλπίζουν εἰς τὴν ἀπελευθέρωσιν. Ἡ κατάστασις εἶναι κρίσιμος. [1299,1103,1550,1176]
paragraph: Εἰς τὸ ζήτημα τῶν ὑπευθύνων πρέπει νὰ γίνῃ πλήρης ἔρευνα καὶ νὰ τιμωρηθοῦν οἱ ἔνοχοι. Ἀλλιῶς ἡ ἐμπιστοσύνη τοῦ λαοῦ πρὸς τοὺς θεσμοὺς θὰ κλονισθῇ. [804,716,1023,789]
turkish-tricks-body [1299,366,1550,1176]
judicial-scandal-body [804,387,1023,1317]
paragraph: — Τὰ ἀστικὰ πράγματα εἶναι ἐγγύησις τῆς εἰρήνης. Φαίνεται μάλλον ὅτι ὅσα πράγματα εἶναι ἀναγκαῖα διὰ τὴν ὁμαλὴν ζωὴν τῶν λαῶν, θὰ ἀναγνωρισθοῦν ὑπὸ τῶν δημοκρατικῶν κυβερνήσεων. Ὁ ἀγὼν τῆς Ρωσίας ἀποδεικνύει ὅτι αἱ παλαιαὶ μορφαὶ τοῦ κράτους ἀνατρέπονται. [345,366,551,527]
titans-body [345,1824,551,2179]
paragraph: Ἡ ἀνακάλυψις τῶν γεγονότων ἀποδεικνύει ὅτι ὑπάρχουν σοβαρὰ ζητήματα τὰ ὁποῖα ἀπαιτοῦν ἄμεσον ἔρευναν. Οἱ δικασταὶ ὀφείλουν νὰ ἐκτελοῦν τὸ καθῆκον των μετὰ θάρρους καὶ ἀμεροληψίας. [804,853,1023,955]
paragraph: Νὰ τὸ ἀκούσουν οἱ Οἰκονόμοι καὶ νὰ δοῦν τὰ βάσανα τοῦ λαοῦ. [1043,1745,1279,1774]
article-signature: Θ. ΛΑΣΚΑΡΙΔΗΣ [444,638,541,652]
section-rule [1299,1516,1550,1517]
paragraph: Εἰς τὰ ζητήματα ταῦτα ἡ κοινὴ γνώμη ἀπαιτεῖ σαφεῖς ἀπαντήσεις. Δὲν εἶναι δυνατὸν νὰ ἐξακολουθήσῃ ἡ σιωπὴ ἐπὶ θεμάτων ζωτικῆς σημασίας διὰ τὸ ἔθνος. [345,1097,551,1185]
paragraph: Κατὰ τηλεγράφημα ἐκ Δεδεαγάτς, ἰταλικὰ στρατεύματα ἀπεβιβάσθησαν εἰς τὴν πόλιν. Ἡ ἐμφάνισις αὐτῶν προεκάλεσε ζωηρὰν ἐντύπωσιν. [804,1705,1023,1778]
opinion-box-title: ΑΠΟ ΤΗΝ ΑΠΟΨΙΝ ΜΑΣ [355,673,541,741]
paragraph: Ὁ κ. Ἀλεξανδρόπουλος προσέθεσεν ὅτι ἡ δημοσιότης τῆς ὑποθέσεως εἶναι ἀναγκαία διὰ τὴν διαφώτισιν τῆς κοινῆς γνώμης. [804,792,1023,850]
article-signature: Σ. Π. [1511,1183,1540,1197]
congress-signature: Ἡ Ἐκτελεστικὴ Ἐπιτροπή [1383,1447,1540,1461]
paragraph: Ἡ κατάστασις τῶν χωρικῶν εἶναι τραγική. Δὲν ἔχουν οὔτε τὰ ἀναγκαῖα διὰ τὴν διατροφήν των. Οἱ παρακεντέδες ἐκμεταλλεύονται τὴν ἀνάγκην των καὶ τοὺς δανείζουν μὲ τόκους ὑπερβολικούς. [1043,589,1279,677]
column-divider [1033,291,1034,2204]
paragraph: ΟΜΟΣΠ. ΗΛΕΚΤΡΙΣ. — ΦΩΤΑΕΡΙΟΥ. Χθὲς ἡ γενικὴ συνέλευσις τῆς Ὁμοσπονδίας ἀπεφάσισε νὰ ὑποβάλῃ εἰς τὴν κυβέρνησιν ὑπόμνημα διὰ τὴν βελτίωσιν τῶν ὅρων ἐργασίας τῶν μελῶν της. Ἡ συνέλευσις ἦτο πολυπληθής. [571,1619,784,1735]
column-3 [565,291,790,2307]
paragraph: Ἄλλως ἡ Θεσσαλία θὰ ἐξακολουθήσῃ νὰ εἶναι ἡ πλέον δυστυχὴς περιφέρεια τοῦ κράτους, καὶ οἱ κάτοικοί της θὰ μεταναστεύουν εἰς ξένας χώρας. [1043,1613,1279,1686]
paragraph: Αἱ Μεγάλαι Δυνάμεις τῆς Συνεννοήσεως ἀνεγνώρισαν τὴν ἀρχὴν τῆς αὐτοδιαθέσεως τῶν λαῶν, ἀλλ' ἡ ἐφαρμογὴ αὐτῆς συναντᾷ δυσχερείας. Τὸ Συνέδριον τῆς Εἰρήνης εὑρίσκεται πρὸ μεγάλων προβλημάτων, τὰ ὁποῖα ἀφοροῦν τὸ μέλλον τῆς ἀνθρωπότητος. [46,1195,325,1298]
notice-title: ΣΠΟΥΔΑΙΑ ΕΙΔΟΠΟΙΗΣΙΣ [1332,1523,1517,1539]
dateline-bar [40,251,1556,285]
congress-subtitle: ΕΠΙΣΗΜΟΝ ΑΝΑΚΟΙΝΩΘΕΝ [1343,1259,1506,1273]
congress-date: Ἐν Ἀθήναις τῇ 29 Ἀπριλίου 1919. [1299,1424,1504,1438]
athens-piraeus-title: ΑΘΗΝΩΝ ΠΕΙΡΑΙΩΣ [571,1242,780,1265]
labor-news-body [571,1620,784,2098]
article-signature: Α. Κ. [1239,1693,1269,1707]
paragraph: Ἡ Ὁμοσπονδία τῶν Ἐργατῶν καλεῖ τὰ μέλη της εἰς συνέλευσιν τὴν Κυριακὴν εἰς τὰ γραφεῖα της. ΕΡΓ. ΔΙΑΜΑΡΤΥΡΙΑ. Κατὰ τὴν χθεσινὴν συνέλευσιν ἐξεδόθη ψήφισμα διαμαρτυρίας. [571,1948,784,2036]
paragraph: Ἡ θέσις τῆς Ἑλλάδος ἀπὸ πλευρᾶς τῆς εὐρωπαϊκῆς πολιτικῆς εἶναι ἀρκετὰ καλή. Ἀλλὰ πρέπει νὰ φροντίσωμεν διὰ τὴν ἐσωτερικὴν ἀνασυγκρότησιν καὶ τὴν δημοκρατικὴν ὀργάνωσιν τοῦ κράτους, ἵνα ὁ λαὸς ἀπολαύσῃ τοὺς καρποὺς τῆς εἰρήνης. [46,851,325,939]
section-rule [804,1680,1023,1681]
paragraph: Αἱ Μεγάλαι Δυνάμεις τῆς Συνεννοήσεως ἀνεγνώρισαν τὴν ἀρχὴν τῆς αὐτοδιαθέσεως τῶν λαῶν, ἀλλ' ἡ ἐφαρμογὴ αὐτῆς συναντᾷ δυσχερείας. Τὸ Συνέδριον τῆς Εἰρήνης εὑρίσκεται πρὸ μεγάλων προβλημάτων, τὰ ὁποῖα ἀφοροῦν τὸ μέλλον τῆς ἀνθρωπότητος. [46,1929,325,2017]
judicial-scandal-subtitle: ΤΙ ΛΕΓΕΙ Ο ΚΥΡΙΟΣ ΑΛΕΞΑΝΔΡΟΠΟΥΛΟΣ [896,359,1023,385]
paragraph: Ἡ ἀνακάλυψις τῶν γεγονότων ἀποδεικνύει ὅτι ὑπάρχουν σοβαρὰ ζητήματα τὰ ὁποῖα ἀπαιτοῦν ἄμεσον ἔρευναν. Οἱ δικασταὶ ὀφείλουν νὰ ἐκτελοῦν τὸ καθῆκον των μετὰ θάρρους καὶ ἀμεροληψίας. [804,521,1023,622]
turkish-tricks-title: ΤΑ ΤΟΥΡΚΙΚΑ ΚΟΛΠΑ [1305,313,1544,345]
paragraph: Ἐν ἄλλοις λόγοις, ἡ Εὐρώπη ἀναζητεῖ νέας μορφὰς κυβερνήσεως, αἱ ὁποῖαι θὰ ἀνταποκρίνωνται εἰς τὰς ἀνάγκας τῶν ἐργατικῶν τάξεων καὶ τῶν λαῶν ἐν γένει. [345,530,551,632]
